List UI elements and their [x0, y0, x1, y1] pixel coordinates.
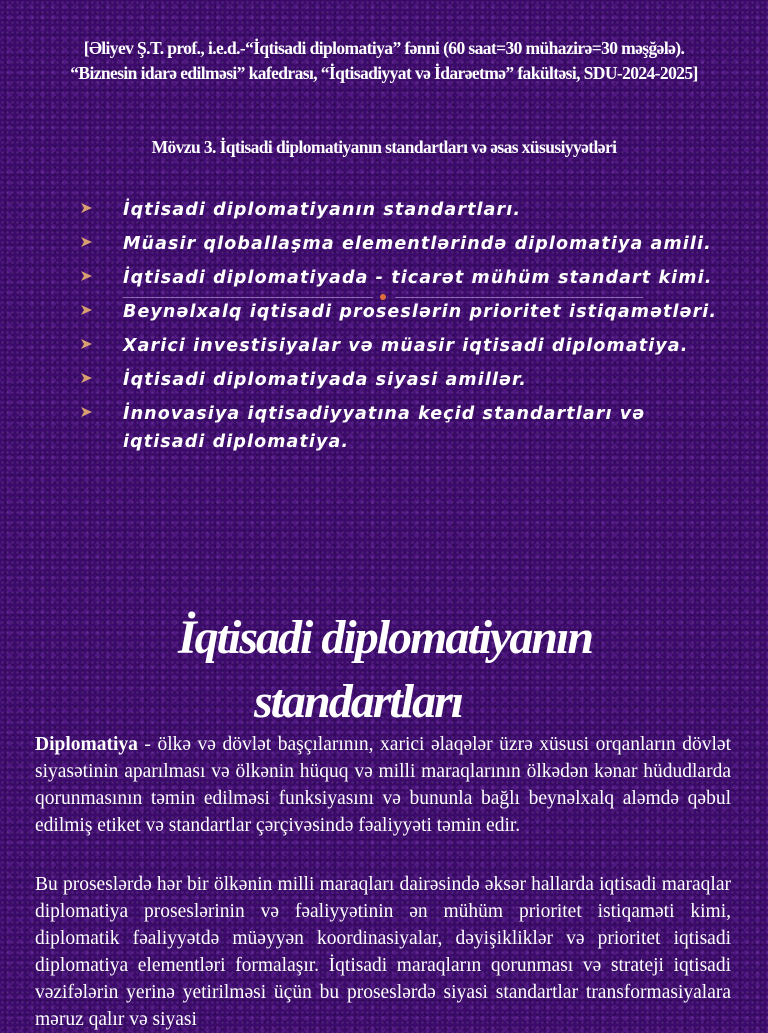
arrow-bullet-icon — [80, 236, 93, 248]
outline-item — [80, 230, 720, 258]
outline-item — [80, 196, 720, 224]
course-header-text: [Əliyev Ş.T. prof., i.e.d.-“İqtisadi diplomatiya” fənni (60 saat=30 mühazirə=30 məşğələ). “Biznesin idarə edilməsi” kafedrası, “İqtisadiyyat və İdarəetmə” fakültəsi, SDU-2024-2025] — [70, 38, 698, 83]
definition-term: Diplomatiya — [35, 734, 138, 755]
paragraph-definition — [35, 731, 731, 839]
arrow-bullet-icon — [80, 406, 93, 418]
processes-text: Bu proseslərdə hər bir ölkənin milli maraqları dairəsində əksər hallarda iqtisadi maraqlar diplomatiya proseslərinin və fəaliyyətinin ən mühüm prioritet istiqaməti kimi, diplomatik fəaliyyətdə müəyyən koordinasiyalar, dəyişikliklər və prioritet iqtisadi diplomatiya elementləri formalaşır. İqtisadi maraqların qorunması və strateji iqtisadi vəzifələrin yerinə yetirilməsi üçün bu proseslərdə siyasi standartlar transformasiyalara məruz qalır və siyasi — [35, 874, 731, 1030]
arrow-bullet-icon — [80, 338, 93, 350]
section-title-line2: standartları — [254, 675, 463, 728]
divider-line-right — [395, 297, 643, 298]
arrow-bullet-icon — [80, 270, 93, 282]
outline-item-text: İqtisadi diplomatiyada siyasi amillər. — [123, 370, 528, 390]
outline-item — [80, 332, 720, 360]
outline-item — [80, 400, 720, 456]
outline-item — [80, 264, 720, 292]
outline-list — [80, 196, 720, 462]
outline-item-text: Beynəlxalq iqtisadi proseslərin prioritet istiqamətləri. — [123, 302, 718, 322]
outline-item-text: Müasir qloballaşma elementlərində diplomatiya amili. — [123, 234, 712, 254]
definition-text: - ölkə və dövlət başçılarının, xarici əlaqələr üzrə xüsusi orqanların dövlət siyasətinin aparılması və ölkənin hüquq və milli maraqlarının ölkədən kənar hüdudlarda qorunmasının təmin edilməsi funksiyasını və bununla bağlı beynəlxalq aləmdə qəbul edilmiş etiket və standartlar çərçivəsində fəaliyyəti təmin edir. — [35, 734, 731, 836]
divider-dot-icon — [380, 294, 386, 300]
decorative-divider — [123, 292, 643, 302]
outline-item-text: İqtisadi diplomatiyanın standartları. — [123, 200, 522, 220]
topic-title — [40, 137, 728, 158]
outline-item — [80, 298, 720, 326]
topic-title-text: Mövzu 3. İqtisadi diplomatiyanın standartları və əsas xüsusiyyətləri — [151, 137, 617, 157]
section-title-line1: İqtisadi diplomatiyanın — [178, 611, 593, 664]
outline-item — [80, 366, 720, 394]
arrow-bullet-icon — [80, 304, 93, 316]
arrow-bullet-icon — [80, 372, 93, 384]
course-header — [60, 36, 708, 86]
outline-item-text: İqtisadi diplomatiyada - ticarət mühüm standart kimi. — [123, 268, 713, 288]
section-title — [40, 606, 728, 734]
arrow-bullet-icon — [80, 202, 93, 214]
paragraph-processes — [35, 871, 731, 1033]
outline-item-text: Xarici investisiyalar və müasir iqtisadi diplomatiya. — [123, 336, 689, 356]
outline-item-text: İnnovasiya iqtisadiyyatına keçid standartları və iqtisadi diplomatiya. — [123, 404, 646, 452]
divider-line-left — [123, 297, 373, 298]
